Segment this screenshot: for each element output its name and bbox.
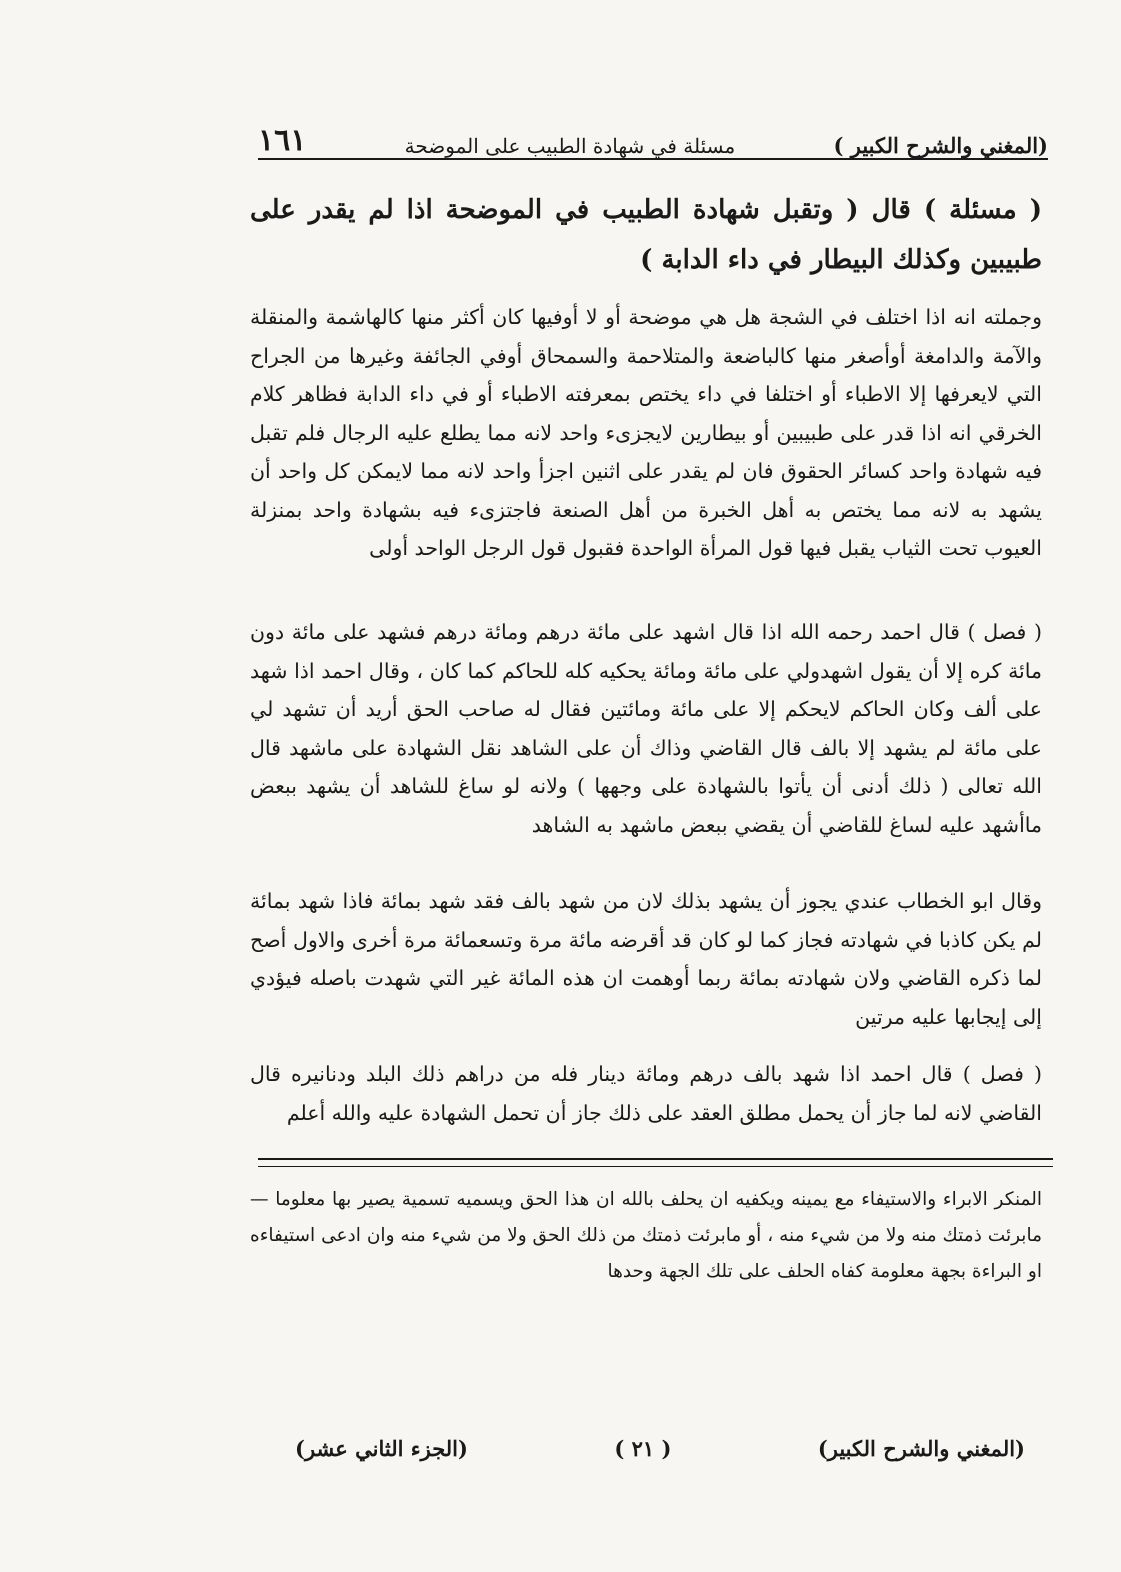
body-paragraph-4: ( فصل ) قال احمد اذا شهد بالف درهم ومائة دينار فله من دراهم ذلك البلد ودنانيره قال القاضي لانه لما جاز أن يحمل مطلق العقد على ذلك جاز أن تحمل الشهادة عليه والله أعلم	[250, 1062, 1042, 1125]
footer-part-number: ( ٢١ )	[614, 1435, 672, 1461]
body-paragraph-3: وقال ابو الخطاب عندي يجوز أن يشهد بذلك لان من شهد بالف فقد شهد بمائة فاذا شهد بمائة لم يكن كاذبا في شهادته فجاز كما لو كان قد أقرضه مائة مرة وتسعمائة مرة أخرى والاول أصح لما ذكره القاضي ولان شهادته بمائة ربما أوهمت ان هذه المائة غير التي شهدت باصله فيؤدي إلى إيجابها عليه مرتين	[250, 889, 1042, 1029]
header-running-title: مسئلة في شهادة الطبيب على الموضحة	[404, 134, 736, 158]
page-header	[258, 118, 1048, 158]
footer-volume: (الجزء الثاني عشر)	[295, 1435, 468, 1461]
header-book-title: (المغني والشرح الكبير )	[833, 133, 1048, 158]
header-page-number: ١٦١	[258, 123, 307, 158]
body-paragraph-1: وجملته انه اذا اختلف في الشجة هل هي موضحة أو لا أوفيها كان أكثر منها كالهاشمة والمنقلة والآمة والدامغة أوأصغر منها كالباضعة والمتلاحمة والسمحاق أوفي الجائفة وغيرها من الجراح التي لايعرفها إلا الاطباء أو اختلفا في داء يختص بمعرفته الاطباء أو في داء الدابة فظاهر كلام الخرقي انه اذا قدر على طبيبين أو بيطارين لايجزىء واحد لانه مما يطلع عليه الرجال فلم تقبل فيه شهادة واحد كسائر الحقوق فان لم يقدر على اثنين اجزأ واحد لانه مما لايمكن كل واحد أن يشهد به لانه مما يختص به أهل الخبرة من أهل الصنعة فاجتزىء فيه بشهادة واحد بمنزلة العيوب تحت الثياب يقبل فيها قول المرأة الواحدة فقبول قول الرجل الواحد أولى	[250, 305, 1042, 560]
page-footer	[295, 1428, 1025, 1468]
footnote-divider	[258, 1158, 1053, 1167]
footer-book-title: (المغني والشرح الكبير)	[817, 1435, 1025, 1461]
section-heading: ( مسئلة ) قال ( وتقبل شهادة الطبيب في الموضحة اذا لم يقدر على طبيبين وكذلك البيطار في داء الدابة )	[250, 195, 1042, 275]
header-divider	[258, 158, 1048, 160]
body-paragraph-2: ( فصل ) قال احمد رحمه الله اذا قال اشهد على مائة درهم ومائة درهم فشهد على مائة دون مائة كره إلا أن يقول اشهدولي على مائة ومائة يحكيه كله للحاكم كما كان ، وقال احمد اذا شهد على ألف وكان الحاكم لايحكم إلا على مائة ومائتين فقال له صاحب الحق أريد أن تشهد لي على مائة لم يشهد إلا بالف قال القاضي وذاك أن على الشاهد نقل الشهادة على ماشهد قال الله تعالى ( ذلك أدنى أن يأتوا بالشهادة على وجهها ) ولانه لو ساغ للشاهد أن يشهد ببعض ماأشهد عليه لساغ للقاضي أن يقضي ببعض ماشهد به الشاهد	[250, 620, 1042, 837]
footnote-text: المنكر الابراء والاستيفاء مع يمينه ويكفيه ان يحلف بالله ان هذا الحق ويسميه تسمية يصير بها معلوما — مابرئت ذمتك منه ولا من شيء منه ، أو مابرئت ذمتك من ذلك الحق ولا من شيء منه وان ادعى استيفاءه او البراءة بجهة معلومة كفاه الحلف على تلك الجهة وحدها	[250, 1189, 1042, 1282]
